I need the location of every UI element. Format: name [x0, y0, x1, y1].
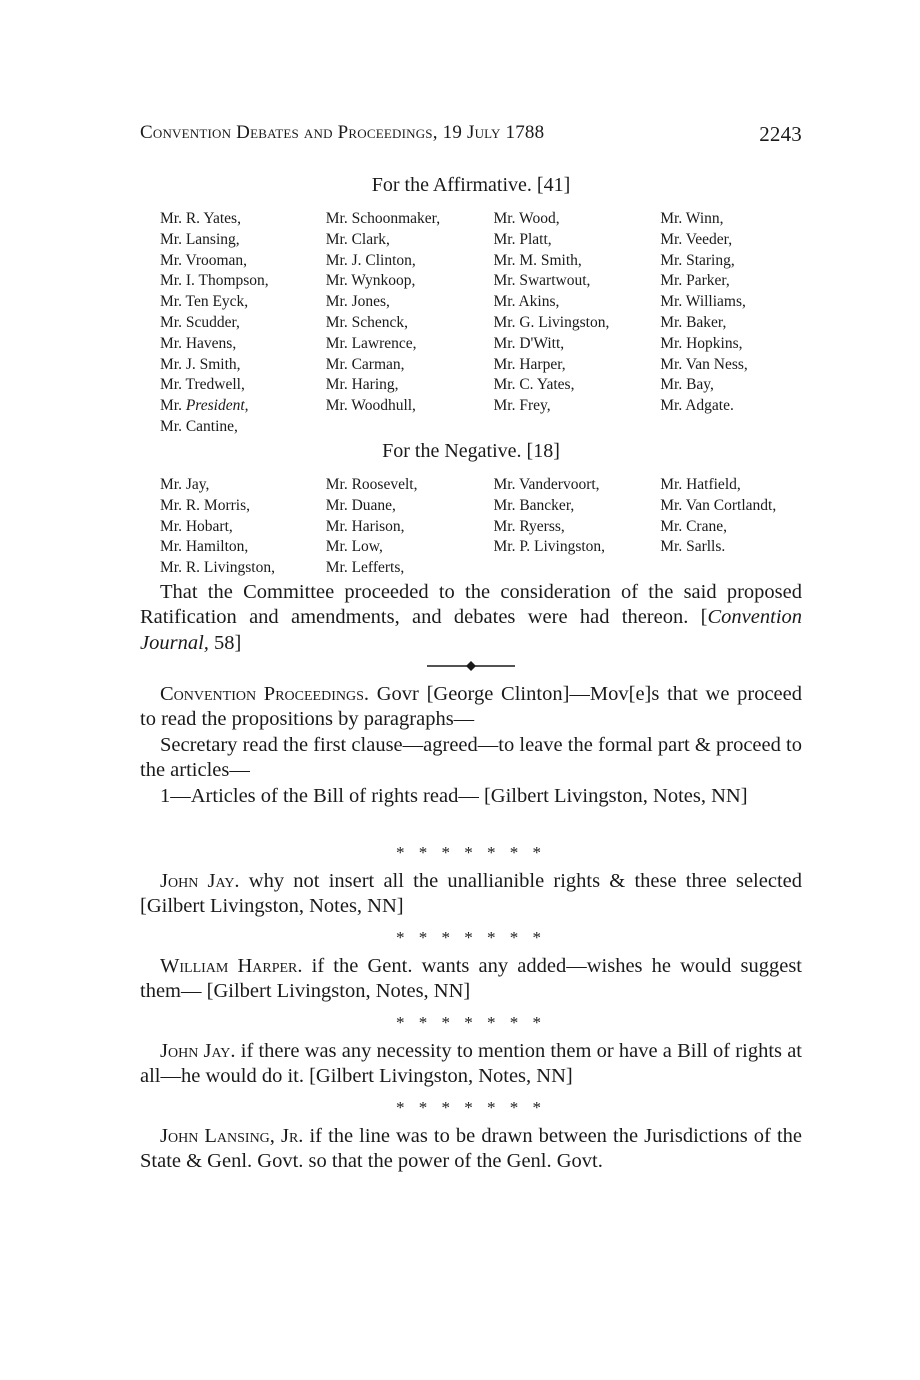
name-row — [160, 537, 820, 558]
speech-harper — [140, 954, 802, 1005]
member-name: Mr. D'Witt, — [493, 334, 565, 352]
member-name: Mr. Jay, — [160, 476, 210, 493]
member-name: Mr. Hamilton, — [160, 538, 249, 556]
member-name: Mr. Havens, — [160, 334, 237, 352]
stars-divider: * * * * * * * — [396, 843, 546, 862]
running-header — [140, 122, 802, 152]
speaker-name: John Jay. — [160, 1040, 236, 1062]
member-name: Mr. R. Livingston, — [160, 559, 275, 577]
speaker-name: William Harper. — [160, 955, 303, 977]
member-name: Mr. Wood, — [493, 210, 560, 227]
name-row — [160, 313, 820, 334]
member-name: Mr. Schenck, — [325, 313, 408, 331]
page-number: 2243 — [759, 122, 802, 146]
member-name: Mr. Harper, — [493, 355, 566, 373]
negative-names — [160, 475, 820, 579]
member-name: Mr. Jones, — [325, 293, 390, 311]
member-name: Mr. Crane, — [660, 517, 727, 535]
affirmative-heading: For the Affirmative. [41] — [371, 174, 571, 196]
name-row — [160, 209, 820, 230]
member-name: Mr. Cantine, — [160, 417, 238, 435]
member-name: Mr. Ten Eyck, — [160, 293, 249, 311]
member-name: Mr. Parker, — [660, 272, 730, 290]
member-name: Mr. Vandervoort, — [493, 476, 600, 493]
member-name: Mr. Lefferts, — [325, 559, 405, 577]
speech-lansing — [140, 1124, 802, 1175]
proceedings-p2: Secretary read the first clause—agreed—to leave the formal part & proceed to the articles— — [140, 733, 802, 782]
member-name-president: Mr. President, — [160, 397, 249, 415]
speech-text: why not insert all the unallianible rights & these three selected [Gilbert Livingston, Notes, NN] — [140, 870, 802, 918]
member-name: Mr. Carman, — [325, 355, 405, 373]
member-name: Mr. Adgate. — [660, 397, 734, 415]
member-name: Mr. Platt, — [493, 230, 552, 248]
speaker-name: John Lansing, Jr. — [160, 1125, 304, 1147]
committee-paragraph — [140, 580, 802, 656]
speech-text: if there was any necessity to mention them or have a Bill of rights at all—he would do it. [Gilbert Livingston, Notes, NN] — [140, 1040, 803, 1088]
member-name: Mr. G. Livingston, — [493, 313, 610, 331]
speaker-name: John Jay. — [160, 870, 240, 892]
member-name: Mr. Baker, — [660, 313, 727, 331]
member-name: Mr. Schoonmaker, — [325, 210, 441, 227]
member-name: Mr. Winn, — [660, 210, 724, 227]
name-row — [160, 558, 820, 579]
proceedings-p1: Govr [George Clinton]—Mov[e]s that we proceed to read the propositions by paragraphs— — [140, 683, 803, 731]
member-name: Mr. Bay, — [660, 376, 714, 394]
member-name: Mr. Haring, — [325, 376, 399, 394]
member-name: Mr. I. Thompson, — [160, 272, 269, 290]
member-name: Mr. Duane, — [325, 496, 396, 514]
name-row — [160, 417, 820, 438]
proceedings-p3: 1—Articles of the Bill of rights read— [Gilbert Livingston, Notes, NN] — [160, 784, 748, 807]
name-row — [160, 251, 820, 272]
name-row — [160, 475, 820, 496]
member-name: Mr. Sarlls. — [660, 538, 726, 556]
member-name: Mr. Frey, — [493, 397, 551, 415]
stars-divider: * * * * * * * — [396, 928, 546, 947]
running-title: Convention Debates and Proceedings, 19 July 1788 — [140, 122, 545, 143]
member-name: Mr. Hatfield, — [660, 476, 741, 493]
name-row — [160, 517, 820, 538]
member-name: Mr. Hobart, — [160, 517, 233, 535]
member-name: Mr. Woodhull, — [325, 397, 416, 415]
member-name — [660, 417, 820, 438]
section-ornament — [427, 661, 515, 671]
member-name: Mr. Vrooman, — [160, 251, 248, 269]
member-name: Mr. Wynkoop, — [325, 272, 416, 290]
member-name: Mr. R. Yates, — [160, 210, 241, 227]
member-name — [494, 558, 661, 579]
committee-citation: [Convention Journal, 58] — [140, 606, 803, 654]
member-name: Mr. Lansing, — [160, 230, 240, 248]
member-name: Mr. J. Clinton, — [325, 251, 416, 269]
name-row — [160, 396, 820, 417]
member-name: Mr. Roosevelt, — [325, 476, 418, 493]
member-name: Mr. Lawrence, — [325, 334, 417, 352]
name-row — [160, 334, 820, 355]
stars-divider: * * * * * * * — [396, 1098, 546, 1117]
name-row — [160, 375, 820, 396]
negative-heading: For the Negative. [18] — [382, 440, 560, 462]
member-name: Mr. R. Morris, — [160, 496, 250, 514]
name-row — [160, 271, 820, 292]
member-name: Mr. Akins, — [493, 293, 560, 311]
member-name: Mr. Bancker, — [493, 496, 575, 514]
member-name: Mr. C. Yates, — [493, 376, 575, 394]
affirmative-names — [160, 209, 820, 438]
name-row — [160, 496, 820, 517]
speech-jay-1 — [140, 869, 802, 920]
committee-text: That the Committee proceeded to the consideration of the said proposed Ratification and amendments, and debates were had thereon. — [140, 581, 802, 629]
member-name — [660, 558, 820, 579]
member-name: Mr. Harison, — [325, 517, 405, 535]
member-name: Mr. Low, — [325, 538, 383, 556]
member-name: Mr. Scudder, — [160, 313, 240, 331]
stars-divider: * * * * * * * — [396, 1013, 546, 1032]
member-name: Mr. Tredwell, — [160, 376, 245, 394]
member-name: Mr. Van Ness, — [660, 355, 748, 373]
member-name: Mr. Swartwout, — [493, 272, 591, 290]
name-row — [160, 355, 820, 376]
proceedings-section — [140, 682, 802, 809]
proceedings-label: Convention Proceedings. — [160, 683, 370, 705]
member-name — [494, 417, 661, 438]
member-name: Mr. Ryerss, — [493, 517, 565, 535]
speech-text: if the line was to be drawn between the Jurisdictions of the State & Genl. Govt. so that the power of the Genl. Govt. — [140, 1125, 802, 1173]
member-name: Mr. Staring, — [660, 251, 735, 269]
member-name: Mr. Hopkins, — [660, 334, 743, 352]
member-name: Mr. Williams, — [660, 293, 746, 311]
member-name: Mr. Clark, — [325, 230, 390, 248]
speech-text: if the Gent. wants any added—wishes he would suggest them— [Gilbert Livingston, Notes, NN] — [140, 955, 803, 1003]
member-name — [326, 417, 494, 438]
member-name: Mr. Van Cortlandt, — [660, 496, 777, 514]
member-name: Mr. J. Smith, — [160, 355, 241, 373]
speech-jay-2 — [140, 1039, 802, 1090]
member-name: Mr. M. Smith, — [493, 251, 582, 269]
member-name: Mr. Veeder, — [660, 230, 733, 248]
name-row — [160, 292, 820, 313]
name-row — [160, 230, 820, 251]
member-name: Mr. P. Livingston, — [493, 538, 606, 556]
